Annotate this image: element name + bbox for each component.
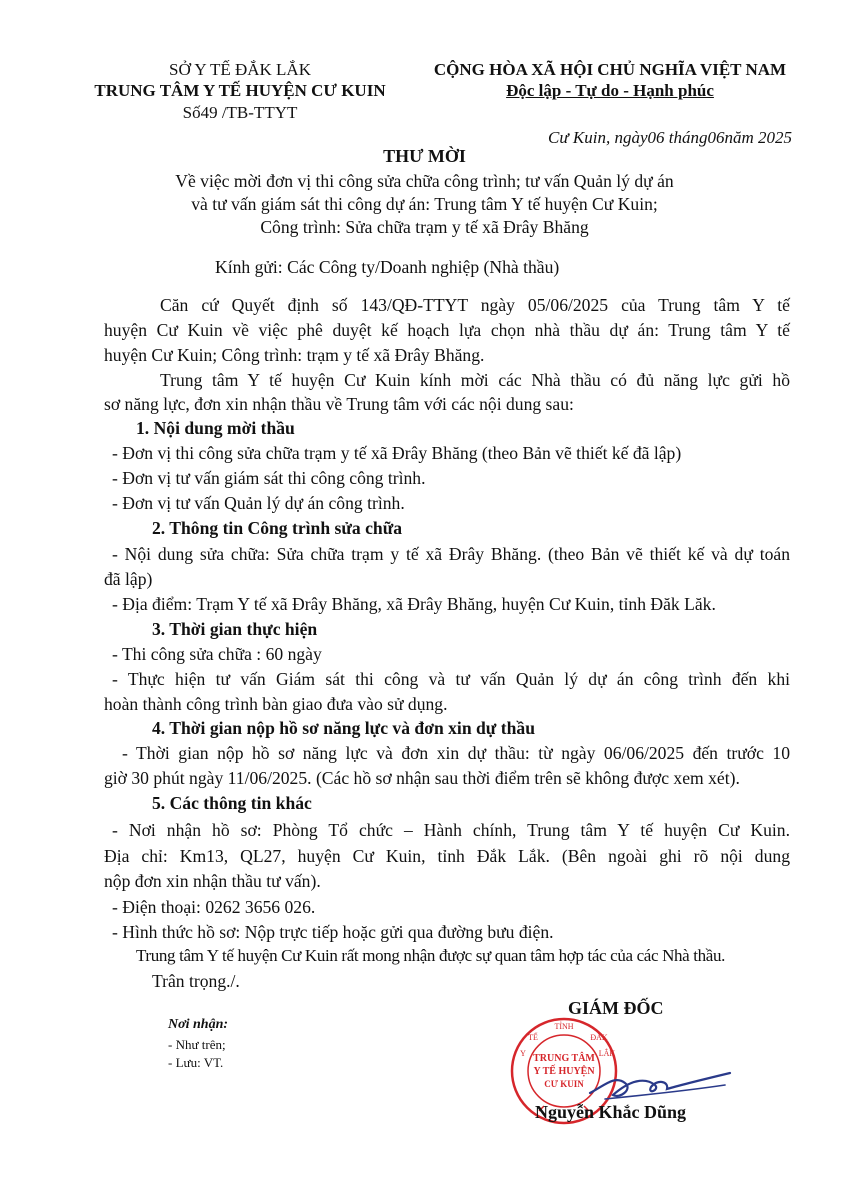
section-2-heading: 2. Thông tin Công trình sửa chữa: [152, 518, 403, 538]
section-3-heading: 3. Thời gian thực hiện: [152, 619, 318, 639]
section-1-heading: 1. Nội dung mời thầu: [136, 418, 295, 438]
national-motto: Độc lập - Tự do - Hạnh phúc: [506, 81, 714, 100]
agency-parent: SỞ Y TẾ ĐẮK LẮK: [169, 60, 311, 79]
intro-p1-line-2: huyện Cư Kuin về việc phê duyệt kế hoạch lựa chọn nhà thầu dự án: Trung tâm Y tế: [104, 320, 790, 340]
seal-text-line-3: CƯ KUIN: [544, 1079, 584, 1089]
section-5-item-2: - Điện thoại: 0262 3656 026.: [112, 897, 316, 917]
seal-text-y: Y: [520, 1049, 526, 1058]
intro-p1-line-3: huyện Cư Kuin; Công trình: trạm y tế xã Đrây Bhăng.: [104, 345, 485, 365]
document-number: Số49 /TB-TTYT: [182, 103, 298, 122]
section-4-item-1-line-2: giờ 30 phút ngày 11/06/2025. (Các hồ sơ nhận sau thời điểm trên sẽ không được xem xét).: [104, 768, 740, 788]
subject-line-2: và tư vấn giám sát thi công dự án: Trung tâm Y tế huyện Cư Kuin;: [191, 194, 658, 214]
section-1-item-1: - Đơn vị thi công sửa chữa trạm y tế xã Đrây Bhăng (theo Bản vẽ thiết kế đã lập): [112, 443, 682, 463]
section-5-heading: 5. Các thông tin khác: [152, 793, 312, 813]
section-5-item-1-line-3: nộp đơn xin nhận thầu tư vấn).: [104, 871, 321, 891]
signer-role: GIÁM ĐỐC: [568, 998, 664, 1018]
section-5-item-1-line-2: Địa chỉ: Km13, QL27, huyện Cư Kuin, tỉnh Đắk Lắk. (Bên ngoài ghi rõ nội dung: [104, 846, 790, 866]
country-name: CỘNG HÒA XÃ HỘI CHỦ NGHĨA VIỆT NAM: [433, 60, 787, 79]
closing-regards: Trân trọng./.: [152, 971, 240, 991]
seal-text-lak: LẮK: [598, 1049, 616, 1058]
intro-p2-line-1: Trung tâm Y tế huyện Cư Kuin kính mời các Nhà thầu có đủ năng lực gửi hồ: [160, 370, 790, 390]
section-4-item-1-line-1: - Thời gian nộp hồ sơ năng lực và đơn xin dự thầu: từ ngày 06/06/2025 đến trước 10: [122, 743, 790, 763]
section-1-item-3: - Đơn vị tư vấn Quản lý dự án công trình.: [112, 493, 405, 513]
subject-line-1: Về việc mời đơn vị thi công sửa chữa công trình; tư vấn Quản lý dự án: [175, 171, 674, 191]
seal-text-dak: ĐẮK: [590, 1033, 608, 1042]
section-5-item-3: - Hình thức hồ sơ: Nộp trực tiếp hoặc gửi qua đường bưu điện.: [112, 922, 554, 942]
place-date: Cư Kuin, ngày06 tháng06năm 2025: [548, 128, 792, 147]
subject-line-3: Công trình: Sửa chữa trạm y tế xã Đrây Bhăng: [260, 217, 589, 237]
intro-p1-line-1: Căn cứ Quyết định số 143/QĐ-TTYT ngày 05/06/2025 của Trung tâm Y tế: [160, 295, 790, 315]
section-2-item-2: - Địa điểm: Trạm Y tế xã Đrây Bhăng, xã Đrây Bhăng, huyện Cư Kuin, tỉnh Đăk Lăk.: [112, 594, 716, 614]
section-3-item-2-line-1: - Thực hiện tư vấn Giám sát thi công và tư vấn Quản lý dự án công trình đến khi: [112, 669, 790, 689]
section-3-item-2-line-2: hoàn thành công trình bàn giao đưa vào sử dụng.: [104, 694, 448, 714]
recipients-item-2: - Lưu: VT.: [168, 1055, 224, 1070]
recipients-label: Nơi nhận:: [168, 1017, 229, 1032]
closing-line: Trung tâm Y tế huyện Cư Kuin rất mong nhận được sự quan tâm hợp tác của các Nhà thầu.: [136, 946, 726, 965]
section-1-item-2: - Đơn vị tư vấn giám sát thi công công trình.: [112, 468, 426, 488]
seal-text-line-1: TRUNG TÂM: [533, 1053, 595, 1064]
seal-text-line-2: Y TẾ HUYỆN: [533, 1066, 595, 1077]
section-5-item-1-line-1: - Nơi nhận hồ sơ: Phòng Tổ chức – Hành chính, Trung tâm Y tế huyện Cư Kuin.: [112, 820, 790, 840]
recipients-item-1: - Như trên;: [168, 1037, 226, 1052]
agency-name: TRUNG TÂM Y TẾ HUYỆN CƯ KUIN: [94, 81, 386, 100]
intro-p2-line-2: sơ năng lực, đơn xin nhận thầu về Trung tâm với các nội dung sau:: [104, 394, 574, 414]
page-title: THƯ MỜI: [383, 146, 466, 166]
seal-text-province: TỈNH: [554, 1022, 574, 1031]
signer-name: Nguyễn Khắc Dũng: [535, 1102, 687, 1122]
recipient-line: Kính gửi: Các Công ty/Doanh nghiệp (Nhà thầu): [215, 257, 560, 277]
section-2-item-1-line-1: - Nội dung sửa chữa: Sửa chữa trạm y tế xã Đrây Bhăng. (theo Bản vẽ thiết kế và dự toán: [112, 544, 790, 564]
section-3-item-1: - Thi công sửa chữa : 60 ngày: [112, 644, 322, 664]
section-4-heading: 4. Thời gian nộp hồ sơ năng lực và đơn xin dự thầu: [152, 718, 535, 738]
section-2-item-1-line-2: đã lập): [104, 569, 153, 589]
seal-text-te: TẾ: [528, 1033, 538, 1042]
